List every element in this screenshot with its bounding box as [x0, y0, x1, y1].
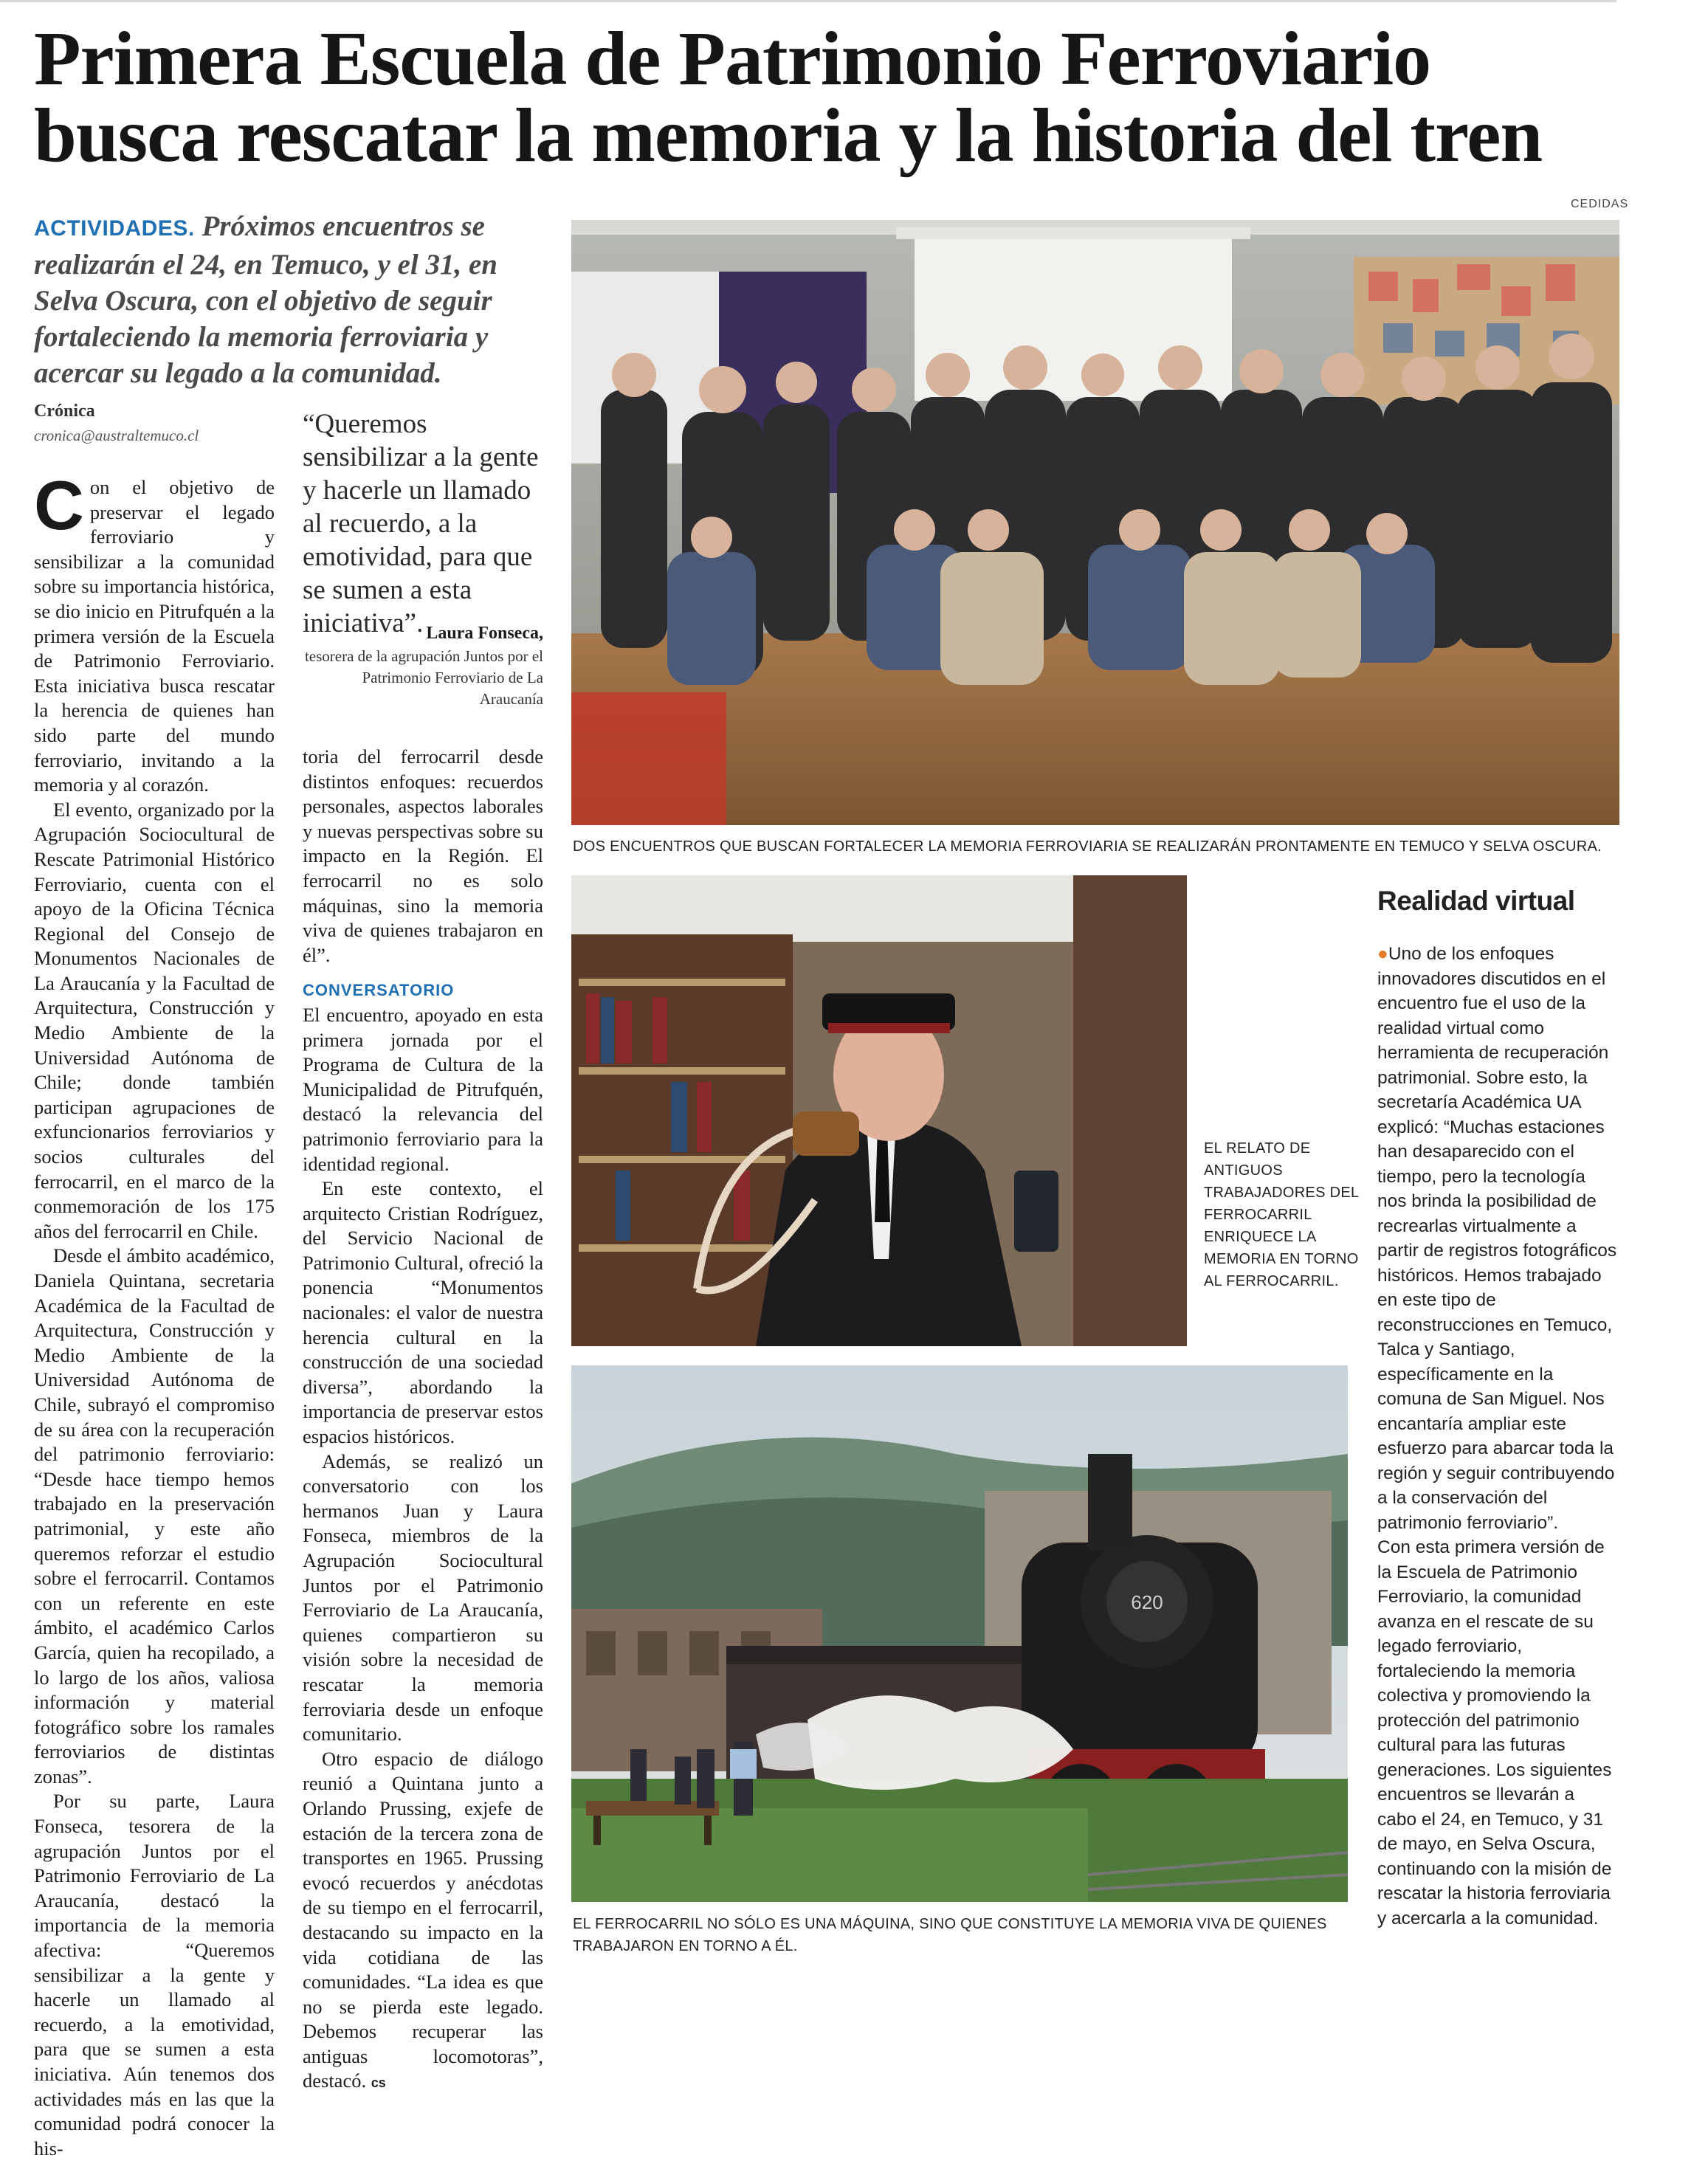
deck-kicker: ACTIVIDADES. — [34, 216, 195, 241]
headline-line-1: Primera Escuela de Patrimonio Ferroviario — [34, 16, 1431, 101]
col2-paragraph-1: toria del ferrocarril desde distintos enfoques: recuerdos personales, aspectos laborales y nuevas perspectivas sobre su impacto en la Región. El ferrocarril no es solo máquinas, sino la memoria viva de quienes trabajaron en él”. — [303, 745, 543, 966]
pull-quote-name: Laura Fonseca, — [426, 624, 543, 643]
group-photo-caption: DOS ENCUENTROS QUE BUSCAN FORTALECER LA MEMORIA FERROVIARIA SE REALIZARÁN PRONTAMENTE EN TEMUCO Y SELVA OSCURA. — [573, 838, 1602, 855]
col1-paragraph-3: Desde el ámbito académico, Daniela Quintana, secretaria Académica de la Facultad de Arquitectura, Construcción y Medio Ambiente de la Universidad Autónoma de Chile, subrayó el compromiso de su área con la recuperación del patrimonio ferroviario: “Desde hace tiempo hemos trabajado en la preservación patrimonial, y este año queremos reforzar el estudio sobre el ferrocarril. Contamos con un referente en este ámbito, el académico Carlos García, quien ha recopilado, a lo largo de los años, valiosa información y material fotográfico sobre los ramales ferroviarios de distintas zonas”. — [34, 1244, 275, 1788]
bullet-icon: ● — [1377, 944, 1388, 964]
col2-paragraph-2: El encuentro, apoyado en esta primera jornada por el Programa de Cultura de la Municipalidad de Pitrufquén, destacó la relevancia del patrimonio ferroviario para la identidad regional. — [303, 1003, 543, 1175]
column-1 — [34, 466, 275, 2161]
column-2 — [303, 745, 543, 2096]
col2-paragraph-3: En este contexto, el arquitecto Cristian Rodríguez, del Servicio Nacional de Patrimonio Cultural, ofreció la ponencia “Monumentos nacionales: el valor de nuestra herencia cultural en la construcción de una sociedad diversa”, abordando la importancia de preservar estos espacios históricos. — [303, 1177, 543, 1448]
worker-photo-image — [571, 875, 1187, 1346]
headline-line-2: busca rescatar la memoria y la historia del tren — [34, 93, 1543, 178]
pull-quote: “Queremos sensibilizar a la gente y hacerle un llamado al recuerdo, a la emotividad, para que se sumen a esta iniciativa”. — [303, 409, 539, 638]
worker-photo — [571, 875, 1187, 1346]
byline-name: Crónica — [34, 401, 95, 421]
train-photo-image — [571, 1365, 1348, 1902]
group-photo — [571, 220, 1619, 825]
col1-paragraph-4: Por su parte, Laura Fonseca, tesorera de la agrupación Juntos por el Patrimonio Ferroviario de La Araucanía, destacó la importancia de la memoria afectiva: “Queremos sensibilizar a la gente y hacerle un llamado al recuerdo, a la emotividad, para que se sumen a esta iniciativa. Aún tenemos dos actividades más en las que la comunidad podrá conocer la his- — [34, 1790, 275, 2160]
photo-credit: CEDIDAS — [1571, 198, 1629, 210]
train-photo-caption: EL FERROCARRIL NO SÓLO ES UNA MÁQUINA, SINO QUE CONSTITUYE LA MEMORIA VIVA DE QUIENES TRABAJARON EN TORNO A ÉL. — [573, 1916, 1327, 1954]
train-photo — [571, 1365, 1348, 1902]
headline — [34, 16, 1621, 178]
end-mark: cs — [371, 2075, 386, 2091]
deck-text: Próximos encuentros se realizarán el 24, en Temuco, y el 31, en Selva Oscura, con el objetivo de seguir fortaleciendo la memoria ferroviaria y acercar su legado a la comunidad. — [34, 210, 497, 389]
sidebar-title: Realidad virtual — [1377, 886, 1575, 916]
sidebar-paragraph-1: ●Uno de los enfoques innovadores discutidos en el encuentro fue el uso de la realidad virtual como herramienta de recuperación patrimonial. Sobre esto, la secretaría Académica UA explicó: “Muchas estaciones han desaparecido con el tiempo, pero la tecnología nos brinda la posibilidad de recrearlas virtualmente a partir de registros fotográficos históricos. Hemos trabajado en este tipo de reconstrucciones en Temuco, Talca y Santiago, específicamente en la comuna de San Miguel. Nos encantaría ampliar este esfuerzo para abarcar toda la región y seguir contribuyendo a la conservación del patrimonio ferroviario”. — [1377, 944, 1617, 1533]
byline-email[interactable]: cronica@australtemuco.cl — [34, 427, 199, 444]
col1-paragraph-2: El evento, organizado por la Agrupación Sociocultural de Rescate Patrimonial Histórico Ferroviario, cuenta con el apoyo de la Oficina Técnica Regional del Consejo de Monumentos Nacionales de La Araucanía y la Facultad de Arquitectura, Construcción y Medio Ambiente de la Universidad Autónoma de Chile; donde también participan agrupaciones de exfuncionarios ferroviarios y socios culturales del ferrocarril, en el marco de la conmemoración de los 175 años del ferrocarril en Chile. — [34, 798, 275, 1242]
pull-quote-role: tesorera de la agrupación Juntos por el Patrimonio Ferroviario de La Araucanía — [304, 647, 543, 708]
locomotive-number: 620 — [1131, 1591, 1163, 1613]
deck — [34, 208, 551, 391]
group-photo-image — [571, 220, 1619, 825]
col2-paragraph-4: Además, se realizó un conversatorio con los hermanos Juan y Laura Fonseca, miembros de la Agrupación Sociocultural Juntos por el Patrimonio Ferroviario de La Araucanía, quienes compartieron su visión sobre la necesidad de rescatar la memoria ferroviaria desde un enfoque comunitario. — [303, 1450, 543, 1745]
subhead-conversatorio: CONVERSATORIO — [303, 981, 455, 1000]
dropcap: C — [34, 466, 84, 544]
sidebar-column — [1377, 942, 1618, 1931]
top-rule — [0, 0, 1616, 2]
col1-paragraph-1: Con el objetivo de preservar el legado ferroviario y sensibilizar a la comunidad sobre su importancia histórica, se dio inicio en Pitrufquén a la primera versión de la Escuela de Patrimonio Ferroviario. Esta iniciativa busca rescatar la herencia de quienes han sido parte del mundo ferroviario, invitando a la memoria y al corazón. — [34, 466, 275, 796]
worker-photo-caption: EL RELATO DE ANTIGUOS TRABAJADORES DEL FERROCARRIL ENRIQUECE LA MEMORIA EN TORNO AL FERROCARRIL. — [1204, 1140, 1359, 1289]
col2-paragraph-5: Otro espacio de diálogo reunió a Quintana junto a Orlando Prussing, exjefe de estación de la tercera zona de transportes en 1965. Prussing evocó recuerdos y anécdotas de su tiempo en el ferrocarril, destacando su impacto en la vida cotidiana de las comunidades. “La idea es que no se pierda este legado. Debemos recuperar las antiguas locomotoras”, destacó. cs — [303, 1747, 543, 2092]
sidebar-paragraph-2: Con esta primera versión de la Escuela de Patrimonio Ferroviario, la comunidad avanza en el rescate de su legado ferroviario, fortaleciendo la memoria colectiva y promoviendo la protección del patrimonio cultural para las futuras generaciones. Los siguientes encuentros se llevarán a cabo el 24, en Temuco, y 31 de mayo, en Selva Oscura, continuando con la misión de rescatar la historia ferroviaria y acercarla a la comunidad. — [1377, 1537, 1612, 1929]
